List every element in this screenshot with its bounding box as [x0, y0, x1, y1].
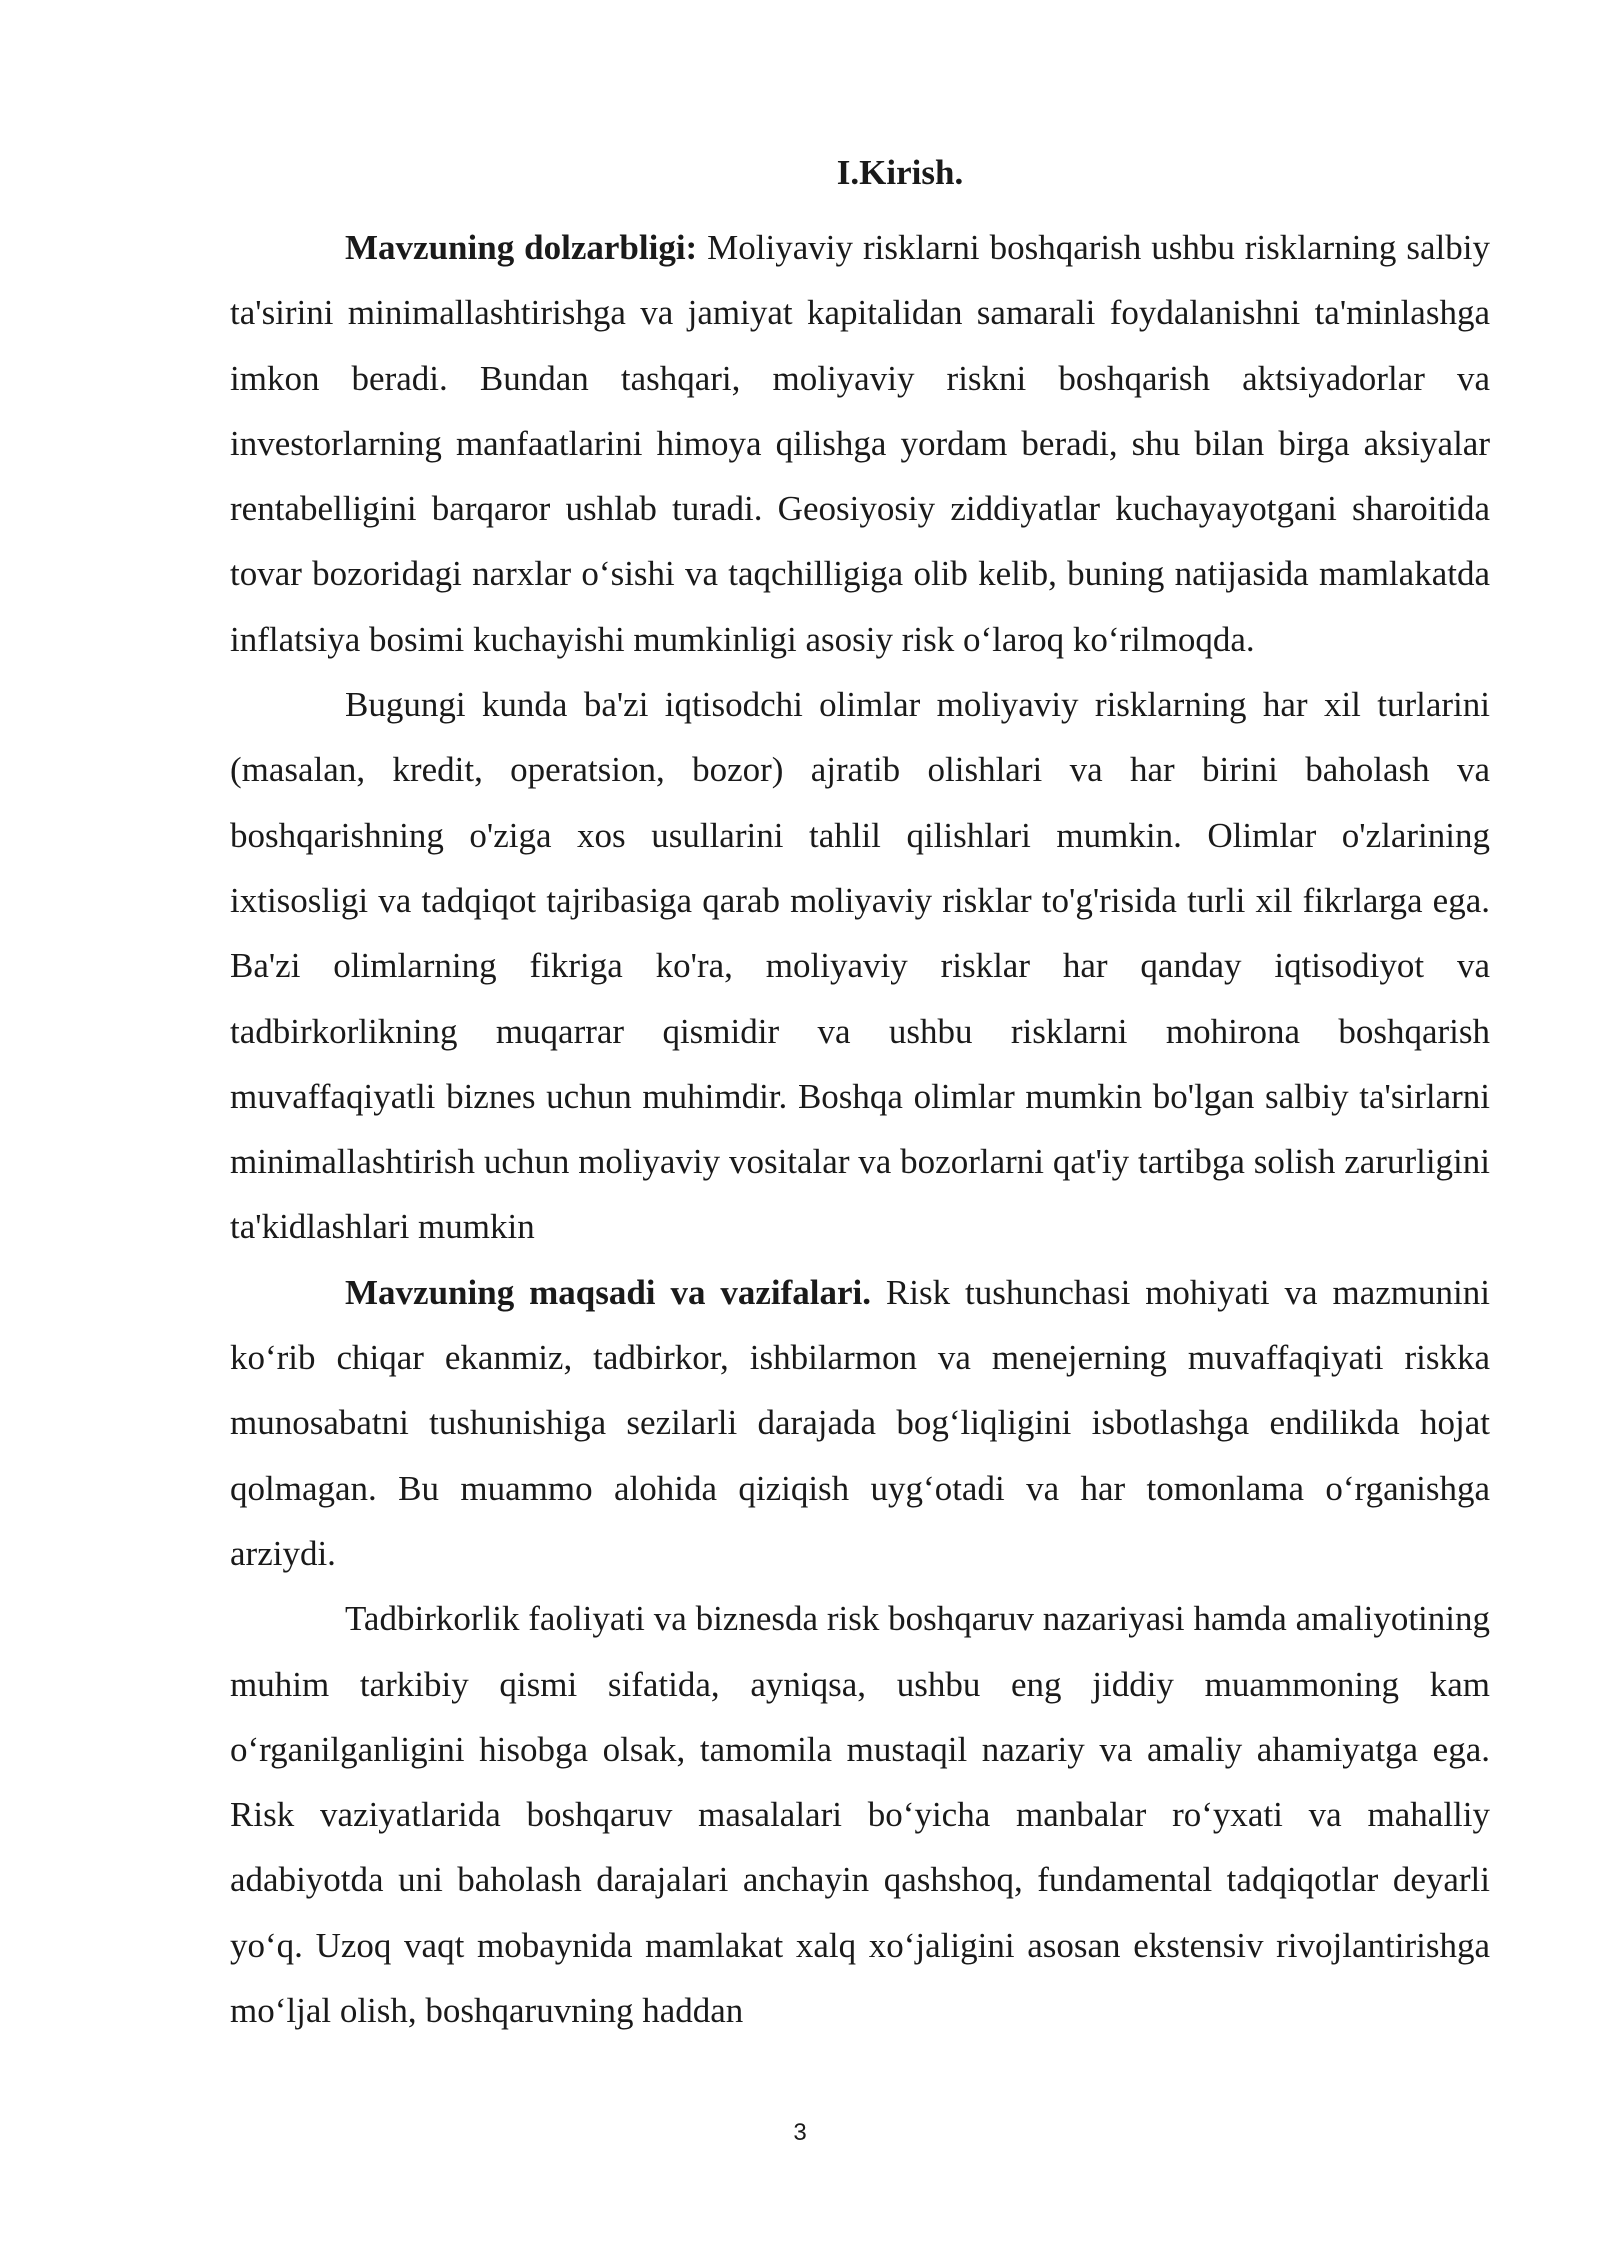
- paragraph-text: Risk tushunchasi mohiyati va mazmunini ko‘rib chiqar ekanmiz, tadbirkor, ishbilarmon va menejerning muvaffaqiyati riskka munosabatni tushunishiga sezilarli darajada bog‘liqligini isbotlashga endilikda hojat qolmagan. Bu muammo alohida qiziqish uyg‘otadi va har tomonlama o‘rganishga arziydi.: [230, 1272, 1490, 1573]
- paragraph-text: Moliyaviy risklarni boshqarish ushbu risklarning salbiy ta'sirini minimallashtirishga va jamiyat kapitalidan samarali foydalanishni ta'minlashga imkon beradi. Bundan tashqari, moliyaviy riskni boshqarish aktsiyadorlar va investorlarning manfaatlarini himoya qilishga yordam beradi, shu bilan birga aksiyalar rentabelligini barqaror ushlab turadi. Geosiyosiy ziddiyatlar kuchayayotgani sharoitida tovar bozoridagi narxlar o‘sishi va taqchilligiga olib kelib, buning natijasida mamlakatda inflatsiya bosimi kuchayishi mumkinligi asosiy risk o‘laroq ko‘rilmoqda.: [230, 228, 1491, 659]
- paragraph-goals: [230, 1260, 1490, 1586]
- paragraph-text: Bugungi kunda ba'zi iqtisodchi olimlar moliyaviy risklarning har xil turlarini (masalan, kredit, operatsion, bozor) ajratib olishlari va har birini baholash va boshqarishning o'ziga xos usullarini tahlil qilishlari mumkin. Olimlar o'zlarining ixtisosligi va tadqiqot tajribasiga qarab moliyaviy risklar to'g'risida turli xil fikrlarga ega. Ba'zi olimlarning fikriga ko'ra, moliyaviy risklar har qanday iqtisodiyot va tadbirkorlikning muqarrar qismidir va ushbu risklarni mohirona boshqarish muvaffaqiyatli biznes uchun muhimdir. Boshqa olimlar mumkin bo'lgan salbiy ta'sirlarni minimallashtirish uchun moliyaviy vositalar va bozorlarni qat'iy tartibga solish zarurligini ta'kidlashlari mumkin: [230, 685, 1490, 1247]
- page-content: [230, 150, 1490, 2043]
- page-number: 3: [793, 2119, 807, 2146]
- section-heading: I.Kirish.: [836, 153, 964, 192]
- paragraph-text: Tadbirkorlik faoliyati va biznesda risk boshqaruv nazariyasi hamda amaliyotining muhim tarkibiy qismi sifatida, ayniqsa, ushbu eng jiddiy muammoning kam o‘rganilganligini hisobga olsak, tamomila mustaqil nazariy va amaliy ahamiyatga ega. Risk vaziyatlarida boshqaruv masalalari bo‘yicha manbalar ro‘yxati va mahalliy adabiyotda uni baholash darajalari anchayin qashshoq, fundamental tadqiqotlar deyarli yo‘q. Uzoq vaqt mobaynida mamlakat xalq xo‘jaligini asosan ekstensiv rivojlantirishga mo‘ljal olish, boshqaruvning haddan: [230, 1599, 1490, 2031]
- paragraph-lead: Mavzuning maqsadi va vazifalari.: [345, 1272, 872, 1312]
- paragraph-scholars: [230, 672, 1490, 1260]
- paragraph-relevance: [230, 215, 1490, 672]
- paragraph-entrepreneurship: [230, 1586, 1490, 2043]
- paragraph-lead: Mavzuning dolzarbligi:: [345, 228, 698, 267]
